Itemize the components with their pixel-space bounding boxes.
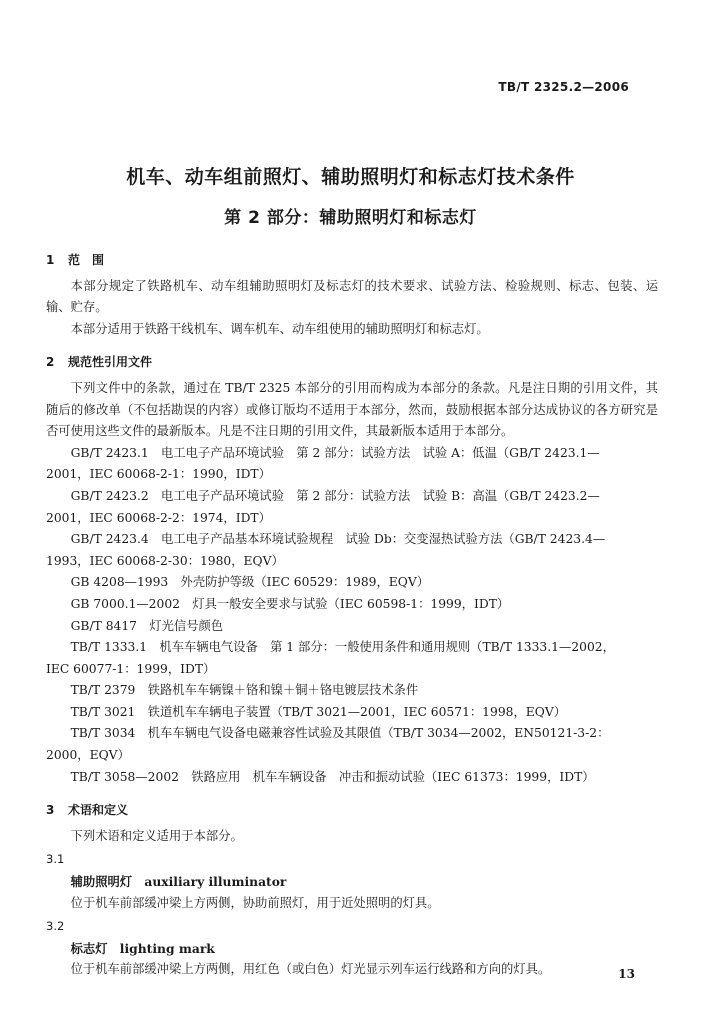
section-number: 2 [46,355,55,370]
paragraph: 本部分适用于铁路干线机车、调车机车、动车组使用的辅助照明灯和标志灯。 [70,321,489,336]
section-1-heading [46,250,658,272]
reference-item: GB 4208—1993 外壳防护等级（IEC 60529：1989，EQV） [70,575,430,590]
section-number: 1 [46,253,55,267]
reference-item: TB/T 1333.1 机车车辆电气设备 第 1 部分：一般使用条件和通用规则（TB/T 1333.1—2002， [70,640,615,655]
reference-item: GB/T 8417 灯光信号颜色 [70,618,224,633]
reference-item: TB/T 2379 铁路机车车辆镍＋铬和镍＋铜＋铬电镀层技术条件 [70,683,419,698]
section-title: 规范性引用文件 [68,355,153,370]
paragraph: 本部分规定了铁路机车、动车组辅助照明灯及标志灯的技术要求、试验方法、检验规则、标志、包装、运输、贮存。 [46,278,658,315]
term-number: 3.2 [46,919,65,934]
term-number: 3.1 [46,852,65,867]
reference-list [46,443,658,789]
reference-item: TB/T 3034 机车车辆电气设备电磁兼容性试验及其限值（TB/T 3034—2002，EN50121-3-2： [70,726,610,741]
reference-item: GB 7000.1—2002 灯具一般安全要求与试验（IEC 60598-1：1999，IDT） [70,596,510,611]
paragraph: 下列文件中的条款，通过在 TB/T 2325 本部分的引用而构成为本部分的条款。凡是注日期的引用文件，其随后的修改单（不包括勘误的内容）或修订版均不适用于本部分，然而，鼓励根据本部分达成协议的各方研究是否可使用这些文件的最新版本。凡是不注日期的引用文件，其最新版本适用于本部分。 [46,380,658,439]
section-number: 3 [46,803,55,818]
document-subtitle: 第 2 部分：辅助照明灯和标志灯 [224,208,477,228]
standard-code: TB/T 2325.2—2006 [498,80,629,94]
reference-item-continuation: IEC 60077-1：1999，IDT） [46,661,216,676]
reference-item-continuation: 2001，IEC 60068-2-2：1974，IDT） [46,510,271,525]
section-2-heading [46,352,658,374]
document-body [46,244,658,981]
reference-item: GB/T 2423.1 电工电子产品环境试验 第 2 部分：试验方法 试验 A：低温（GB/T 2423.1— [70,445,600,460]
term-name: 辅助照明灯 auxiliary illuminator [70,874,287,890]
term-definition: 位于机车前部缓冲梁上方两侧，协助前照灯，用于近处照明的灯具。 [70,895,440,910]
section-3-heading [46,800,658,822]
section-title: 术语和定义 [68,803,129,818]
term-definition: 位于机车前部缓冲梁上方两侧，用红色（或白色）灯光显示列车运行线路和方向的灯具。 [70,962,551,977]
section-title: 范 围 [68,253,105,267]
reference-item: TB/T 3021 铁道机车车辆电子装置（TB/T 3021—2001，IEC 60571：1998，EQV） [70,704,567,719]
term-name: 标志灯 lighting mark [70,940,215,956]
paragraph: 下列术语和定义适用于本部分。 [70,828,243,843]
document-title: 机车、动车组前照灯、辅助照明灯和标志灯技术条件 [126,166,575,188]
reference-item-continuation: 2001，IEC 60068-2-1：1990，IDT） [46,467,271,482]
reference-item: TB/T 3058—2002 铁路应用 机车车辆设备 冲击和振动试验（IEC 61373：1999，IDT） [70,769,595,784]
reference-item: GB/T 2423.4 电工电子产品基本环境试验规程 试验 Db：交变湿热试验方法（GB/T 2423.4— [70,532,606,547]
page-number: 13 [618,967,635,981]
reference-item-continuation: 2000，EQV） [46,748,130,763]
reference-item-continuation: 1993，IEC 60068-2-30：1980，EQV） [46,553,284,568]
reference-item: GB/T 2423.2 电工电子产品环境试验 第 2 部分：试验方法 试验 B：高温（GB/T 2423.2— [70,488,600,503]
